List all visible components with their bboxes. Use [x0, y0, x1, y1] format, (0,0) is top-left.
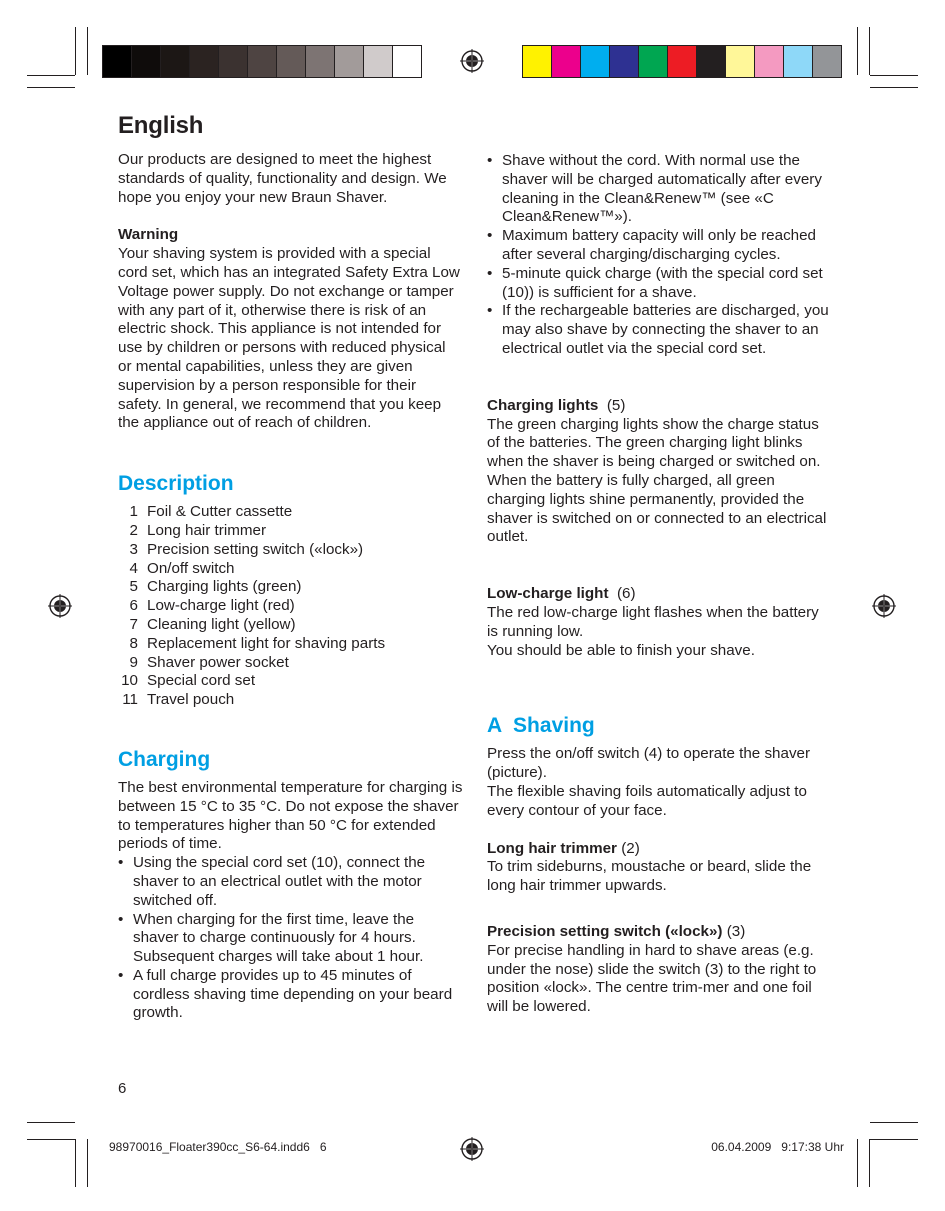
- list-item: 2 Long hair trimmer: [129, 521, 267, 539]
- crop-mark: [87, 27, 88, 75]
- list-item: 5 Charging lights (green): [129, 578, 302, 596]
- shaving-text: Press the on/off switch (4) to operate the shaver (picture).: [487, 745, 811, 782]
- color-swatch: [610, 46, 639, 77]
- color-swatch: [161, 46, 190, 77]
- crop-mark: [870, 87, 918, 88]
- list-item: 4 On/off switch: [129, 559, 235, 577]
- list-item: 7 Cleaning light (yellow): [129, 615, 296, 633]
- intro-paragraph: Our products are designed to meet the highest standards of quality, functionality and design. We hope you enjoy your new Braun Shaver.: [118, 151, 447, 206]
- color-swatch: [103, 46, 132, 77]
- charging-bullets-continued: [487, 152, 832, 359]
- description-heading: Description: [118, 472, 234, 496]
- charging-bullets: [118, 854, 463, 1023]
- list-item: 6 Low-charge light (red): [129, 597, 295, 615]
- color-swatch: [523, 46, 552, 77]
- description-list: [118, 503, 463, 710]
- language-heading: English: [118, 112, 204, 139]
- low-charge-text-2: You should be able to finish your shave.: [487, 641, 755, 659]
- registration-mark-icon: [460, 49, 484, 73]
- color-swatch: [364, 46, 393, 77]
- crop-mark: [27, 1139, 75, 1140]
- crop-mark: [75, 27, 76, 75]
- color-swatch: [306, 46, 335, 77]
- color-swatch: [277, 46, 306, 77]
- color-swatch: [132, 46, 161, 77]
- warning-text: Your shaving system is provided with a special cord set, which has an integrated Safety Extra Low Voltage power supply. Do not exchange or tamper with any part of it, otherwise there is risk of an electric shock. This appliance is not intended for use by children or persons with reduced physical or mental capabilities, unless they are given supervision by a person responsible for their safety. In general, we recommend that you keep the appliance out of reach of children.: [118, 245, 460, 432]
- page-number: 6: [118, 1080, 127, 1097]
- color-swatch: [668, 46, 697, 77]
- color-swatch: [726, 46, 755, 77]
- list-item: • Maximum battery capacity will only be reached after several charging/discharging cycles.: [487, 227, 832, 265]
- low-charge-title: Low-charge light (6): [487, 585, 636, 603]
- right-column: [487, 152, 832, 1017]
- color-swatch: [581, 46, 610, 77]
- color-swatch: [697, 46, 726, 77]
- list-item: • If the rechargeable batteries are discharged, you may also shave by connecting the shaver to an electrical outlet via the special cord set.: [487, 302, 832, 358]
- registration-mark-icon: [872, 594, 896, 618]
- color-swatch: [552, 46, 581, 77]
- color-swatch: [813, 46, 841, 77]
- left-column: [118, 112, 463, 1023]
- low-charge-text: The red low-charge light flashes when the battery is running low.: [487, 603, 819, 640]
- trimmer-text: To trim sideburns, moustache or beard, slide the long hair trimmer upwards.: [487, 858, 812, 895]
- list-item: • Shave without the cord. With normal use the shaver will be charged automatically after every cleaning in the Clean&Renew™ (see «C Clean&Renew™»).: [487, 152, 832, 227]
- color-swatch: [219, 46, 248, 77]
- crop-mark: [869, 1139, 870, 1187]
- list-item: 10 Special cord set: [121, 672, 256, 690]
- list-item: 8 Replacement light for shaving parts: [129, 634, 386, 652]
- crop-mark: [857, 27, 858, 75]
- crop-mark: [870, 75, 918, 76]
- slug-filename: 98970016_Floater390cc_S6-64.indd6 6: [109, 1140, 327, 1154]
- color-swatch: [335, 46, 364, 77]
- charging-heading: Charging: [118, 747, 211, 771]
- registration-mark-icon: [48, 594, 72, 618]
- crop-mark: [27, 87, 75, 88]
- crop-mark: [870, 1122, 918, 1123]
- list-item: • A full charge provides up to 45 minutes of cordless shaving time depending on your beard growth.: [118, 967, 463, 1023]
- crop-mark: [869, 27, 870, 75]
- crop-mark: [27, 1122, 75, 1123]
- crop-mark: [75, 1139, 76, 1187]
- list-item: • 5-minute quick charge (with the special cord set (10)) is sufficient for a shave.: [487, 265, 832, 303]
- slug-date: 06.04.2009 9:17:38 Uhr: [711, 1140, 844, 1154]
- list-item: 3 Precision setting switch («lock»): [129, 540, 364, 558]
- shaving-text-2: The flexible shaving foils automatically adjust to every contour of your face.: [487, 782, 807, 819]
- crop-mark: [857, 1139, 858, 1187]
- list-item: 11 Travel pouch: [122, 691, 235, 709]
- list-item: 1 Foil & Cutter cassette: [129, 503, 293, 521]
- process-color-bar: [522, 45, 842, 78]
- color-swatch: [248, 46, 277, 77]
- list-item: • Using the special cord set (10), connect the shaver to an electrical outlet with the motor switched off.: [118, 854, 463, 910]
- charging-text: The best environmental temperature for charging is between 15 °C to 35 °C. Do not expose the shaver to temperatures higher than 50 °C for extended periods of time.: [118, 778, 463, 853]
- trimmer-title: Long hair trimmer (2): [487, 839, 640, 857]
- color-swatch: [784, 46, 813, 77]
- crop-mark: [870, 1139, 918, 1140]
- precision-text: For precise handling in hard to shave areas (e.g. under the nose) slide the switch (3) to the right to position «lock». The centre trim-mer and one foil will be lowered.: [487, 941, 817, 1016]
- charging-lights-text: The green charging lights show the charge status of the batteries. The green charging light blinks when the shaver is being charged or switched on. When the battery is fully charged, all green charging lights shine permanently, provided the shaver is switched on or connected to an electrical outlet.: [487, 415, 827, 546]
- color-swatch: [755, 46, 784, 77]
- crop-mark: [87, 1139, 88, 1187]
- list-item: • When charging for the first time, leave the shaver to charge continuously for 4 hours. Subsequent charges will take about 1 hour.: [118, 911, 463, 967]
- list-item: 9 Shaver power socket: [129, 653, 289, 671]
- color-swatch: [190, 46, 219, 77]
- gray-color-bar: [102, 45, 422, 78]
- precision-title: Precision setting switch («lock») (3): [487, 922, 746, 940]
- crop-mark: [27, 75, 75, 76]
- registration-mark-icon: [460, 1137, 484, 1161]
- color-swatch: [393, 46, 421, 77]
- shaving-heading: A Shaving: [487, 714, 595, 738]
- color-swatch: [639, 46, 668, 77]
- warning-title: Warning: [118, 226, 179, 244]
- charging-lights-title: Charging lights (5): [487, 396, 626, 414]
